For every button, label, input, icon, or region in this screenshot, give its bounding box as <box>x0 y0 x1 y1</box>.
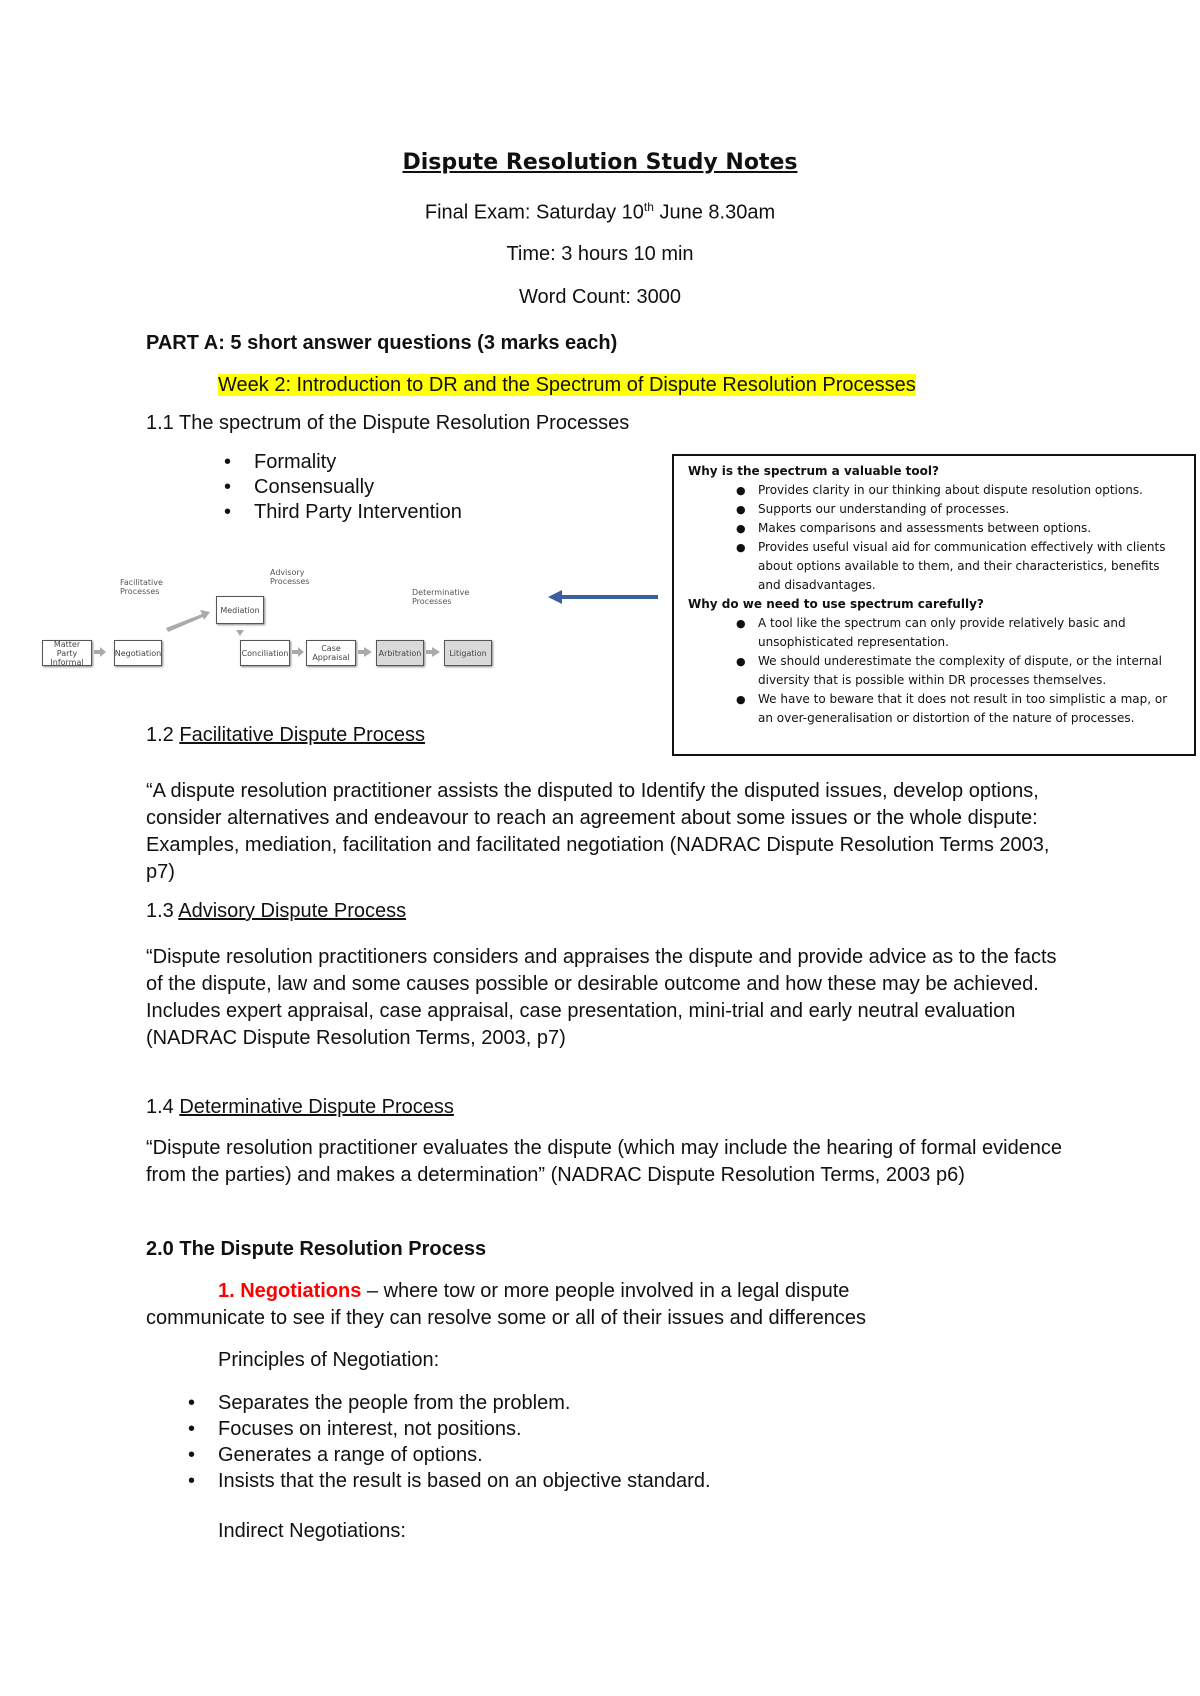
exam-date-suffix: June 8.30am <box>653 201 776 224</box>
list-item: • Third Party Intervention <box>218 500 462 525</box>
negotiations-label: 1. Negotiations <box>218 1280 362 1302</box>
section-1-3-text: “Dispute resolution practitioners considers and appraises the dispute and provide advice as to the facts of the dispute, law and some causes possible or desirable outcome and how these may be achieved. Includes expert appraisal, case appraisal, case presentation, mini-trial and early neutral evaluation (NADRAC Dispute Resolution Terms, 2003, p7) <box>146 946 1057 1049</box>
spectrum-notes-box <box>672 454 1196 756</box>
node-mediation: Mediation <box>216 596 264 624</box>
list-item: ● Provides clarity in our thinking about dispute resolution options. <box>688 481 1182 500</box>
exam-date-prefix: Final Exam: Saturday 10 <box>424 201 644 224</box>
list-item: ● We should underestimate the complexity of dispute, or the internal diversity that is possible within DR processes themselves. <box>688 652 1182 690</box>
list-item: ● A tool like the spectrum can only provide relatively basic and unsophisticated representation. <box>688 614 1182 652</box>
arrow-icon <box>292 647 304 657</box>
indirect-negotiations-heading: Indirect Negotiations: <box>218 1520 406 1542</box>
section-1-4-text: “Dispute resolution practitioner evaluates the dispute (which may include the hearing of formal evidence from the parties) and makes a determination” (NADRAC Dispute Resolution Terms, 2003 p6) <box>146 1137 1063 1186</box>
list-item: • Insists that the result is based on an objective standard. <box>182 1468 711 1494</box>
arrow-icon <box>166 610 210 632</box>
principles-heading: Principles of Negotiation: <box>218 1349 440 1371</box>
section-title: Facilitative Dispute Process <box>179 724 426 746</box>
arrow-icon <box>358 647 372 657</box>
list-item: ● Supports our understanding of processes. <box>688 500 1182 519</box>
section-number: 1.4 <box>146 1096 180 1118</box>
exam-time: Time: 3 hours 10 min <box>506 243 694 265</box>
section-2-0-heading: 2.0 The Dispute Resolution Process <box>146 1238 487 1260</box>
section-1-1-heading: 1.1 The spectrum of the Dispute Resolution Processes <box>146 412 630 434</box>
section-number: 1.3 <box>146 900 179 922</box>
list-item: ● Makes comparisons and assessments between options. <box>688 519 1182 538</box>
facilitative-label-text: Facilitative Processes <box>120 578 163 596</box>
negotiations-line-2: communicate to see if they can resolve some or all of their issues and differences <box>146 1307 866 1329</box>
arrow-icon <box>94 647 106 657</box>
list-item: • Consensually <box>218 475 462 500</box>
node-negotiation: Negotiation <box>114 640 162 666</box>
section-1-4-heading <box>146 1094 454 1121</box>
node-conciliation: Conciliation <box>240 640 290 666</box>
advisory-label-text: Advisory Processes <box>270 568 310 586</box>
spectrum-list <box>218 450 462 525</box>
box-question-1: Why is the spectrum a valuable tool? <box>688 464 939 478</box>
box-list-1 <box>688 481 1182 595</box>
node-case-appraisal: Case Appraisal <box>306 640 356 666</box>
spectrum-diagram <box>42 560 502 680</box>
left-arrow-icon <box>546 588 662 606</box>
principles-list <box>182 1390 711 1494</box>
section-number: 1.2 <box>146 724 180 746</box>
exam-date-sup: th <box>643 200 654 214</box>
determinative-label-text: Determinative Processes <box>412 588 470 606</box>
week2-heading <box>218 372 916 399</box>
node-arbitration: Arbitration <box>376 640 424 666</box>
week2-highlight: Week 2: Introduction to DR and the Spectrum of Dispute Resolution Processes <box>218 374 916 396</box>
section-1-2-heading <box>146 722 425 749</box>
box-list-2 <box>688 614 1182 728</box>
exam-date <box>0 200 1200 225</box>
section-1-3-heading <box>146 898 406 925</box>
node-matter: Matter Party Informal <box>42 640 92 666</box>
list-item: • Generates a range of options. <box>182 1442 711 1468</box>
box-question-2: Why do we need to use spectrum carefully? <box>688 597 984 611</box>
part-a-heading: PART A: 5 short answer questions (3 marks each) <box>146 332 618 354</box>
diagram-arrows <box>42 560 502 680</box>
list-item: ● Provides useful visual aid for communication effectively with clients about options available to them, and their characteristics, benefits and disadvantages. <box>688 538 1182 595</box>
section-1-2-text: “A dispute resolution practitioner assists the disputed to Identify the disputed issues, develop options, consider alternatives and endeavour to reach an agreement about some issues or the whole dispute: Examples, mediation, facilitation and facilitated negotiation (NADRAC Dispute Resolution Terms 2003, p7) <box>146 780 1050 883</box>
list-item: • Formality <box>218 450 462 475</box>
negotiations-line-1 <box>218 1278 849 1305</box>
list-item: • Separates the people from the problem. <box>182 1390 711 1416</box>
list-item: ● We have to beware that it does not result in too simplistic a map, or an over-generalisation or distortion of the nature of processes. <box>688 690 1182 728</box>
node-litigation: Litigation <box>444 640 492 666</box>
section-title: Advisory Dispute Process <box>178 900 407 922</box>
list-item: • Focuses on interest, not positions. <box>182 1416 711 1442</box>
word-count: Word Count: 3000 <box>519 286 681 308</box>
negotiations-text: – where tow or more people involved in a legal dispute <box>361 1280 850 1302</box>
document-title: Dispute Resolution Study Notes <box>402 150 798 175</box>
arrow-icon <box>426 647 440 657</box>
arrow-icon <box>236 624 244 636</box>
section-title: Determinative Dispute Process <box>179 1096 454 1118</box>
